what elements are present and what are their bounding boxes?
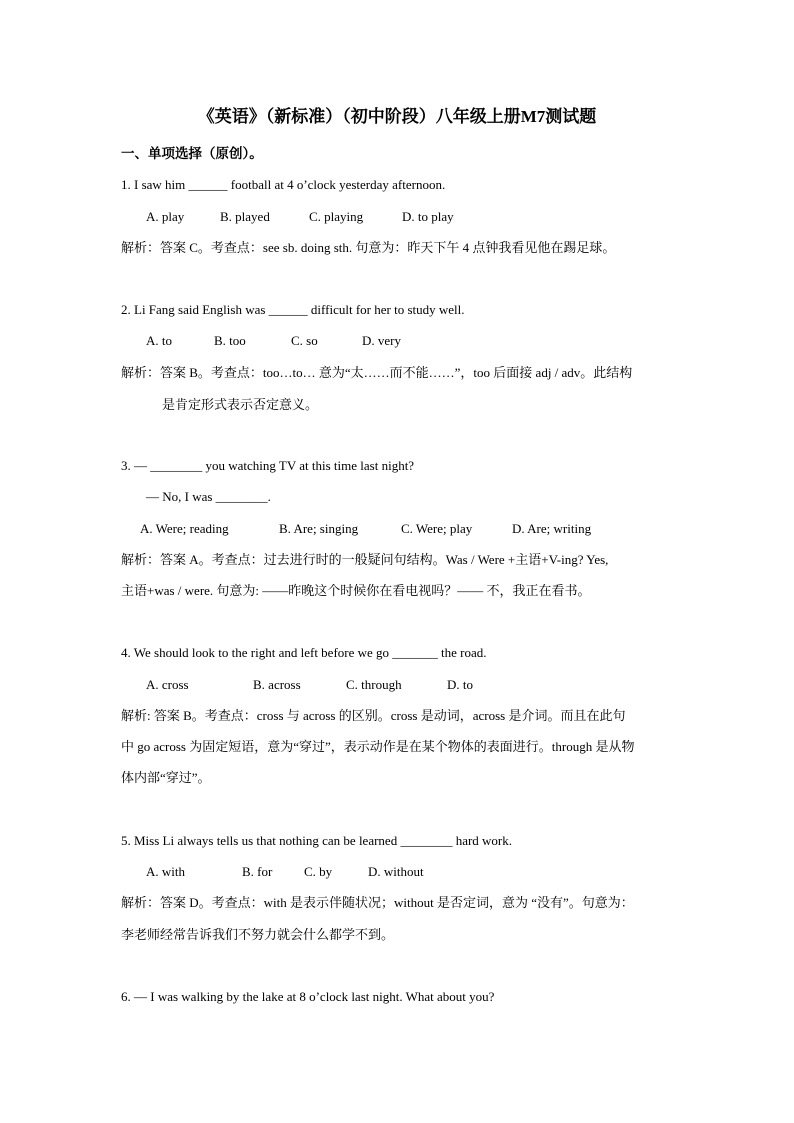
question-1-stem: 1. I saw him ______ football at 4 o’clock yesterday afternoon. — [121, 177, 446, 192]
question-6-stem: 6. — I was walking by the lake at 8 o’clock last night. What about you? — [121, 989, 495, 1004]
question-4-analysis-line-3: 体内部“穿过”。 — [121, 770, 211, 785]
question-3-option-c: C. Were; play — [401, 521, 473, 536]
page-title: 《英语》（新标准）（初中阶段）八年级上册M7测试题 — [197, 107, 597, 126]
question-2-analysis-line-2: 是肯定形式表示否定意义。 — [162, 397, 319, 412]
question-2-option-a: A. to — [146, 333, 172, 348]
question-2-option-b: B. too — [214, 333, 246, 348]
question-2-stem: 2. Li Fang said English was ______ difficult for her to study well. — [121, 302, 465, 317]
question-2-option-d: D. very — [362, 333, 401, 348]
question-5-option-b: B. for — [242, 864, 273, 879]
question-4-option-c: C. through — [346, 677, 402, 692]
question-4-stem: 4. We should look to the right and left before we go _______ the road. — [121, 645, 487, 660]
question-5-analysis-line-1: 解析：答案 D。考查点：with 是表示伴随状况；without 是否定词，意为 “没有”。句意为： — [121, 895, 634, 910]
question-1-option-c: C. playing — [309, 209, 364, 224]
question-3-option-d: D. Are; writing — [512, 521, 592, 536]
question-3-analysis-line-1: 解析：答案 A。考查点：过去进行时的一般疑问句结构。Was / Were +主语+V-ing? Yes, — [121, 552, 609, 567]
question-5-option-c: C. by — [304, 864, 333, 879]
question-4-analysis-line-2: 中 go across 为固定短语，意为“穿过”，表示动作是在某个物体的表面进行。through 是从物 — [121, 739, 635, 754]
question-2-analysis-line-1: 解析：答案 B。考查点：too…to… 意为“太……而不能……”，too 后面接 adj / adv。此结构 — [121, 365, 633, 380]
question-1-option-a: A. play — [146, 209, 185, 224]
question-3-option-a: A. Were; reading — [140, 521, 229, 536]
question-1-option-b: B. played — [220, 209, 270, 224]
question-4-analysis-line-1: 解析: 答案 B。考查点：cross 与 across 的区别。cross 是动词，across 是介词。而且在此句 — [121, 708, 626, 723]
question-3-stem: 3. — ________ you watching TV at this time last night? — [121, 458, 415, 473]
question-1-option-d: D. to play — [402, 209, 454, 224]
question-2-option-c: C. so — [291, 333, 318, 348]
question-3-analysis-line-2: 主语+was / were. 句意为: ——昨晚这个时候你在看电视吗？—— 不，我正在看书。 — [121, 583, 591, 598]
question-5-stem: 5. Miss Li always tells us that nothing can be learned ________ hard work. — [121, 833, 513, 848]
question-1-analysis: 解析：答案 C。考查点：see sb. doing sth. 句意为：昨天下午 4 点钟我看见他在踢足球。 — [121, 240, 616, 255]
question-4-option-d: D. to — [447, 677, 473, 692]
question-4-option-b: B. across — [253, 677, 301, 692]
question-5-option-a: A. with — [146, 864, 185, 879]
question-5-option-d: D. without — [368, 864, 424, 879]
question-3-stem-reply: — No, I was ________. — [146, 489, 271, 504]
question-3-option-b: B. Are; singing — [279, 521, 359, 536]
question-5-analysis-line-2: 李老师经常告诉我们不努力就会什么都学不到。 — [121, 927, 395, 942]
question-4-option-a: A. cross — [146, 677, 189, 692]
section-heading: 一、单项选择（原创）。 — [121, 146, 263, 161]
